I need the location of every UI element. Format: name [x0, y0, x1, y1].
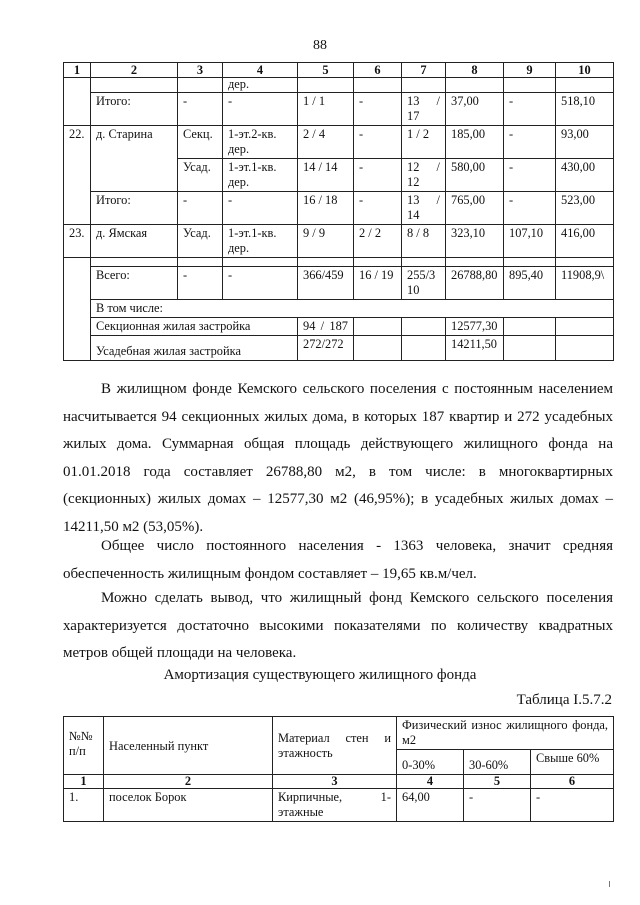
cell: Усад. — [178, 225, 223, 258]
table-row-spacer — [64, 258, 614, 267]
cell: - — [464, 789, 531, 822]
cell: 1-эт.1-кв. дер. — [223, 159, 298, 192]
cell: - — [531, 789, 614, 822]
cell: 2 / 2 — [354, 225, 402, 258]
cell-place: поселок Борок — [104, 789, 273, 822]
header-wear: Физический износ жилищного фонда, м2 — [397, 717, 614, 750]
paragraph-conclusion: Можно сделать вывод, что жилищный фонд Кемского сельского поселения характеризуется достаточно высокими показателями по количеству квадратных метров общей площади на человека. — [63, 590, 613, 662]
cell: 13 / 17 — [402, 93, 446, 126]
header-cell: 4 — [223, 63, 298, 78]
cell: 9 / 9 — [298, 225, 354, 258]
cell: 272/272 — [298, 336, 354, 361]
column-number: 3 — [273, 775, 397, 789]
header-cell: 8 — [446, 63, 504, 78]
header-material: Материал стен и этажность — [273, 717, 397, 775]
cell: 518,10 — [556, 93, 614, 126]
cell: 1 / 2 — [402, 126, 446, 159]
cell: 580,00 — [446, 159, 504, 192]
header-0-30: 0-30% — [397, 750, 464, 775]
paragraph-population: Общее число постоянного населения - 1363 человека, значит средняя обеспеченность жилищным фондом составляет – 19,65 кв.м/чел. — [63, 538, 613, 582]
cell: 94 / 187 — [298, 318, 354, 336]
cell: 64,00 — [397, 789, 464, 822]
cell: 16 / 18 — [298, 192, 354, 225]
cell: - — [354, 159, 402, 192]
cell-name: д. Старина — [91, 126, 178, 192]
scan-mark — [609, 881, 610, 887]
cell: Усад. — [178, 159, 223, 192]
cell: 2 / 4 — [298, 126, 354, 159]
cell: Секц. — [178, 126, 223, 159]
cell: 93,00 — [556, 126, 614, 159]
header-cell: 7 — [402, 63, 446, 78]
cell: 13 / 14 — [402, 192, 446, 225]
cell: 8 / 8 — [402, 225, 446, 258]
header-30-60: 30-60% — [464, 750, 531, 775]
cell: - — [178, 192, 223, 225]
table-label: Таблица I.5.7.2 — [516, 692, 612, 708]
cell: - — [354, 126, 402, 159]
header-cell: 10 — [556, 63, 614, 78]
cell-type: дер. — [223, 78, 298, 93]
cell: - — [504, 126, 556, 159]
cell-name: Всего: — [91, 267, 178, 300]
cell: - — [354, 192, 402, 225]
header-cell: 2 — [91, 63, 178, 78]
cell: - — [504, 159, 556, 192]
cell: 416,00 — [556, 225, 614, 258]
cell: 12577,30 — [446, 318, 504, 336]
cell: 1 / 1 — [298, 93, 354, 126]
page-number: 88 — [313, 38, 327, 53]
cell: 12 / 12 — [402, 159, 446, 192]
cell: 11908,9\ — [556, 267, 614, 300]
table-number-row — [64, 775, 614, 789]
header-cell: 3 — [178, 63, 223, 78]
cell: 255/310 — [402, 267, 446, 300]
header-cell: 9 — [504, 63, 556, 78]
table-row — [64, 192, 614, 225]
sectional-label: Секционная жилая застройка — [91, 318, 298, 336]
header-cell: 6 — [354, 63, 402, 78]
cell: - — [223, 93, 298, 126]
header-cell: 5 — [298, 63, 354, 78]
cell: 1-эт.2-кв. дер. — [223, 126, 298, 159]
column-number: 4 — [397, 775, 464, 789]
table-header-row — [64, 63, 614, 78]
cell: 26788,80 — [446, 267, 504, 300]
cell: - — [504, 192, 556, 225]
table-row — [64, 93, 614, 126]
paragraph-housing-stock: В жилищном фонде Кемского сельского поселения с постоянным населением насчитывается 94 секционных жилых дома, в которых 187 квартир и 272 усадебных жилых дома. Суммарная общая площадь действующего жилищного фонда на 01.01.2018 года составляет 26788,80 м2, в том числе: в многоквартирных (секционных) жилых домах – 12577,30 м2 (46,95%); в усадебных жилых домах – 14211,50 м2 (53,05%). — [63, 381, 613, 535]
cell-material: Кирпичные, 1-этажные — [273, 789, 397, 822]
header-cell: 1 — [64, 63, 91, 78]
column-number: 5 — [464, 775, 531, 789]
cell-name: д. Ямская — [91, 225, 178, 258]
table-row — [64, 300, 614, 318]
cell-number: 23. — [64, 225, 91, 258]
cell: 765,00 — [446, 192, 504, 225]
cell: - — [354, 93, 402, 126]
table-row — [64, 78, 614, 93]
cell: 107,10 — [504, 225, 556, 258]
table-row — [64, 318, 614, 336]
cell: 523,00 — [556, 192, 614, 225]
column-number: 2 — [104, 775, 273, 789]
cell: - — [178, 267, 223, 300]
in-total-label: В том числе: — [91, 300, 614, 318]
cell-name: Итого: — [91, 93, 178, 126]
column-number: 6 — [531, 775, 614, 789]
table-header-row — [64, 717, 614, 750]
cell: - — [178, 93, 223, 126]
cell: - — [504, 93, 556, 126]
cell-name: Итого: — [91, 192, 178, 225]
header-num: №№ п/п — [64, 717, 104, 775]
cell: - — [223, 192, 298, 225]
cell: 185,00 — [446, 126, 504, 159]
table-row — [64, 267, 614, 300]
cell: 895,40 — [504, 267, 556, 300]
header-over-60: Свыше 60% — [531, 750, 614, 775]
table-row — [64, 336, 614, 361]
cell-number: 22. — [64, 126, 91, 225]
cell: 14 / 14 — [298, 159, 354, 192]
cell-number: 1. — [64, 789, 104, 822]
cell: 323,10 — [446, 225, 504, 258]
header-place: Населенный пункт — [104, 717, 273, 775]
cell: 14211,50 — [446, 336, 504, 361]
cell: 1-эт.1-кв. дер. — [223, 225, 298, 258]
table-row — [64, 789, 614, 822]
depreciation-table — [63, 716, 614, 822]
estate-label: Усадебная жилая застройка — [91, 336, 298, 361]
table-row — [64, 126, 614, 159]
housing-stock-table — [63, 62, 614, 361]
cell: 430,00 — [556, 159, 614, 192]
cell: 366/459 — [298, 267, 354, 300]
table-row — [64, 225, 614, 258]
cell: 16 / 19 — [354, 267, 402, 300]
column-number: 1 — [64, 775, 104, 789]
table-caption: Амортизация существующего жилищного фонда — [163, 667, 477, 683]
cell: 37,00 — [446, 93, 504, 126]
cell: - — [223, 267, 298, 300]
